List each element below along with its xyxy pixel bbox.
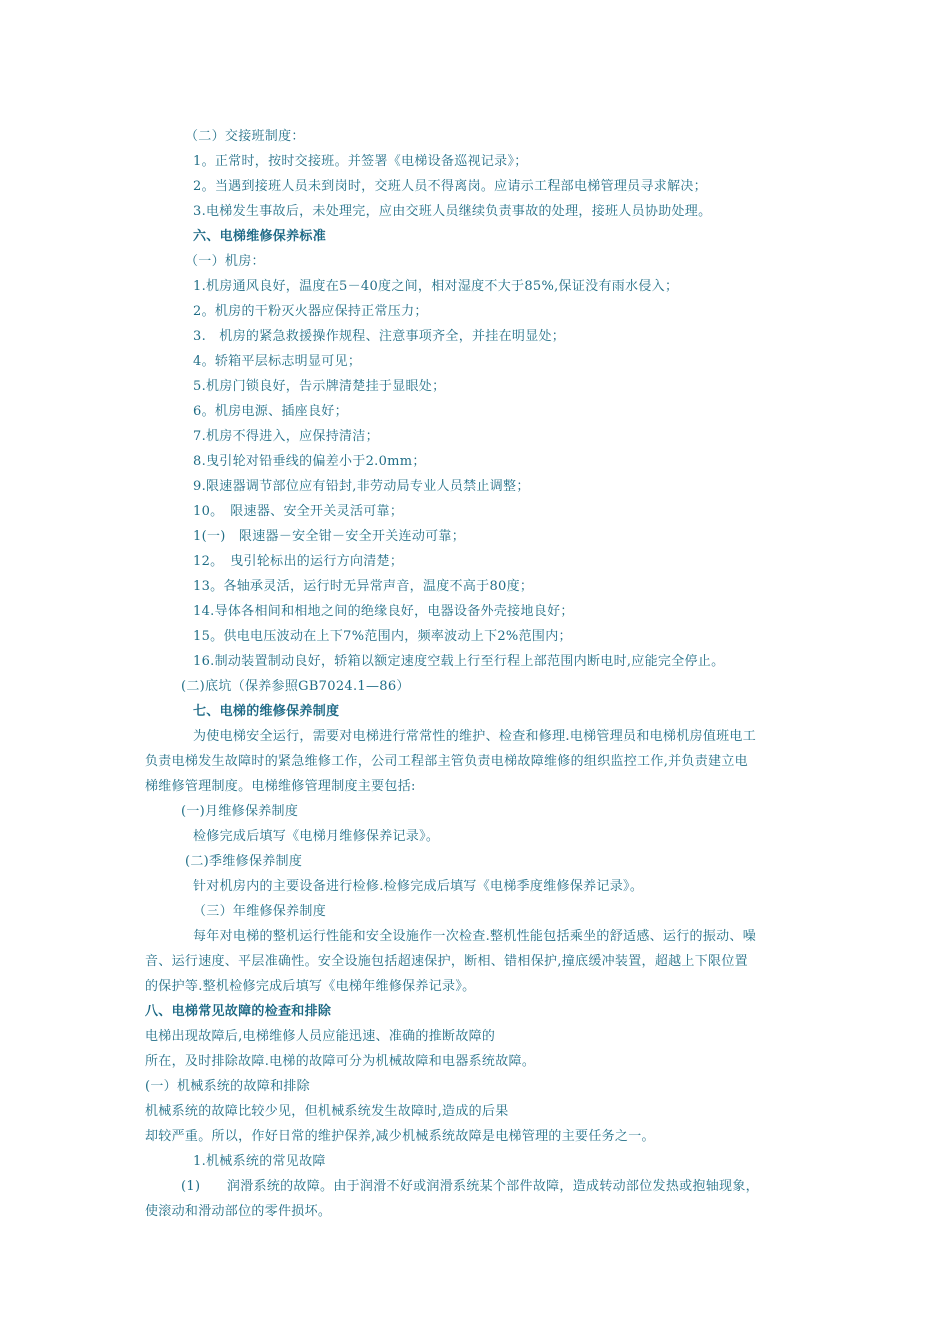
line-yearly-body-2: 音、运行速度、平层准确性。安全设施包括超速保护，断相、错相保护,撞底缓冲装置，超越上下限位置 <box>145 954 748 969</box>
line-mech-body-2: 却较严重。所以，作好日常的维护保养,减少机械系统故障是电梯管理的主要任务之一。 <box>145 1129 655 1144</box>
line-room-8: 8.曳引轮对铅垂线的偏差小于2.0mm； <box>193 454 426 469</box>
line-pit: (二)底坑（保养参照GB7024.1—86） <box>181 679 410 694</box>
line-room-11: 1(一) 限速器－安全钳－安全开关连动可靠； <box>193 529 466 544</box>
line-mech-body-1: 机械系统的故障比较少见，但机械系统发生故障时,造成的后果 <box>145 1104 509 1119</box>
section-eight-heading: 八、电梯常见故障的检查和排除 <box>145 1004 332 1019</box>
section-six-heading: 六、电梯维修保养标准 <box>193 229 327 244</box>
line-handover-1: 1。正常时，按时交接班。并签署《电梯设备巡视记录》； <box>193 154 528 169</box>
line-room-1: 1.机房通风良好，温度在5－40度之间，相对湿度不大于85%,保证没有雨水侵入； <box>193 279 679 294</box>
line-room-12: 12。 曳引轮标出的运行方向清楚； <box>193 554 404 569</box>
line-room-15: 15。供电电压波动在上下7%范围内，频率波动上下2%范围内； <box>193 629 572 644</box>
line-room-2: 2。机房的干粉灭火器应保持正常压力； <box>193 304 428 319</box>
line-quarterly-body: 针对机房内的主要设备进行检修.检修完成后填写《电梯季度维修保养记录》。 <box>193 879 644 894</box>
line-handover-2: 2。当遇到接班人员未到岗时，交班人员不得离岗。应请示工程部电梯管理员寻求解决； <box>193 179 707 194</box>
line-yearly-body-1: 每年对电梯的整机运行性能和安全设施作一次检查.整机性能包括乘坐的舒适感、运行的振动、噪 <box>193 929 757 944</box>
section-seven-heading: 七、电梯的维修保养制度 <box>193 704 340 719</box>
line-room-7: 7.机房不得进入，应保持清洁； <box>193 429 379 444</box>
line-maint-intro-2: 负责电梯发生故障时的紧急维修工作，公司工程部主管负责电梯故障维修的组织监控工作,并负责建立电 <box>145 754 748 769</box>
line-fault-intro-2: 所在，及时排除故障.电梯的故障可分为机械故障和电器系统故障。 <box>145 1054 536 1069</box>
line-maint-intro-3: 梯维修管理制度。电梯维修管理制度主要包括: <box>145 779 416 794</box>
line-yearly-heading: （三）年维修保养制度 <box>193 904 327 919</box>
line-quarterly-heading: (二)季维修保养制度 <box>185 854 303 869</box>
line-handover-3: 3.电梯发生事故后，未处理完，应由交班人员继续负责事故的处理，接班人员协助处理。 <box>193 204 712 219</box>
line-mech-heading: (一）机械系统的故障和排除 <box>145 1079 310 1094</box>
line-mech-item-1: (1) 润滑系统的故障。由于润滑不好或润滑系统某个部件故障，造成转动部位发热或抱轴现象， <box>181 1179 759 1194</box>
line-room-5: 5.机房门锁良好，告示牌清楚挂于显眼处； <box>193 379 446 394</box>
line-room-14: 14.导体各相间和相地之间的绝缘良好，电器设备外壳接地良好； <box>193 604 574 619</box>
line-room-13: 13。各轴承灵活，运行时无异常声音，温度不高于80度； <box>193 579 534 594</box>
line-yearly-body-3: 的保护等.整机检修完成后填写《电梯年维修保养记录》。 <box>145 979 476 994</box>
line-maint-intro-1: 为使电梯安全运行，需要对电梯进行常常性的维护、检查和修理.电梯管理员和电梯机房值班电工 <box>193 729 757 744</box>
line-mech-item-1-cont: 使滚动和滑动部位的零件损坏。 <box>145 1204 332 1219</box>
line-room-9: 9.限速器调节部位应有铅封,非劳动局专业人员禁止调整； <box>193 479 530 494</box>
line-room-6: 6。机房电源、插座良好； <box>193 404 348 419</box>
line-room-4: 4。轿箱平层标志明显可见； <box>193 354 362 369</box>
line-machine-room-heading: （一）机房： <box>185 254 265 269</box>
line-fault-intro-1: 电梯出现故障后,电梯维修人员应能迅速、准确的推断故障的 <box>145 1029 496 1044</box>
line-room-3: 3. 机房的紧急救援操作规程、注意事项齐全，并挂在明显处； <box>193 329 566 344</box>
line-monthly-body: 检修完成后填写《电梯月维修保养记录》。 <box>193 829 440 844</box>
line-monthly-heading: (一)月维修保养制度 <box>181 804 299 819</box>
line-room-16: 16.制动装置制动良好，轿箱以额定速度空载上行至行程上部范围内断电时,应能完全停止。 <box>193 654 725 669</box>
line-mech-common-heading: 1.机械系统的常见故障 <box>193 1154 326 1169</box>
line-handover-heading: （二）交接班制度： <box>185 129 305 144</box>
line-room-10: 10。 限速器、安全开关灵活可靠； <box>193 504 404 519</box>
